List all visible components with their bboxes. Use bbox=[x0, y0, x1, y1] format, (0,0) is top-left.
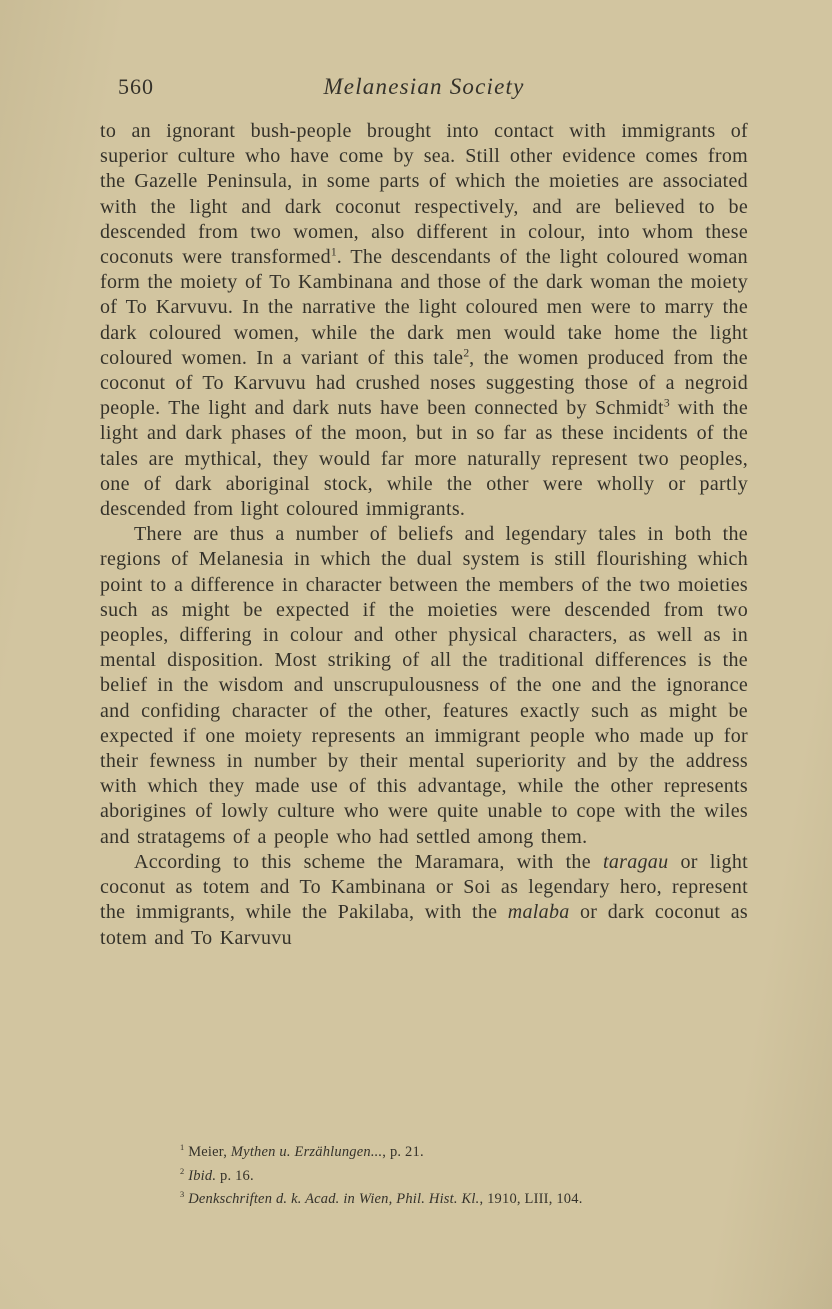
text-segment: or light coconut as totem and To Kambinana or Soi as legendary hero, represent the immigrants, while the Pakilaba, with the bbox=[100, 850, 748, 924]
italic-text-segment: Denkschriften d. k. Acad. in Wien, Phil. Hist. Kl. bbox=[188, 1191, 480, 1207]
body-paragraph-2 bbox=[100, 522, 748, 850]
text-segment: . The descendants of the light coloured woman form the moiety of To Kambinana and those of the dark woman the moiety of To Karvuvu. In the narrative the light coloured men were to marry the dark coloured women, while the dark men would take home the light coloured women. In a variant of this tale bbox=[100, 246, 748, 369]
footnote-1 bbox=[180, 1141, 740, 1165]
italic-text-segment: Mythen u. Erzählungen... bbox=[230, 1144, 383, 1160]
footnote-2 bbox=[180, 1165, 740, 1189]
footnote-text-2 bbox=[188, 1168, 254, 1184]
footnote-reference: 3 bbox=[663, 396, 670, 410]
text-segment: p. 16. bbox=[216, 1167, 254, 1184]
italic-text-segment: malaba bbox=[507, 901, 570, 924]
footnote-3 bbox=[180, 1188, 740, 1212]
text-segment: There are thus a number of beliefs and legendary tales in both the regions of Melanesia in which the dual system is still flourishing which point to a difference in character between the members of the two moieties such as might be expected if the moieties were descended from two peoples, differing in colour and other physical characters, as well as in mental disposition. Most striking of all the traditional differences is the belief in the wisdom and unscrupulousness of the one and the ignorance and confiding character of the other, features exactly such as might be expected if one moiety represents an immigrant people who made up for their fewness in number by their mental superiority and by the address with which they made use of this advantage, while the other represents aborigines of lowly culture who were quite unable to cope with the wiles and stratagems of a people who had settled among them. bbox=[100, 523, 748, 848]
footnote-marker-2: 2 bbox=[180, 1166, 185, 1176]
italic-text-segment: taragau bbox=[602, 850, 669, 873]
footnote-marker-3: 3 bbox=[180, 1190, 185, 1200]
footnote-text-1 bbox=[188, 1144, 424, 1160]
text-segment: or dark coconut as totem and To Karvuvu bbox=[100, 901, 748, 949]
text-segment: , the women produced from the coconut of To Karvuvu had crushed noses suggesting those of a negroid people. The light and dark nuts have been connected by Schmidt bbox=[100, 346, 748, 420]
page-number: 560 bbox=[118, 74, 154, 99]
text-segment: with the light and dark phases of the moon, but in so far as these incidents of the tales are mythical, they would far more naturally represent two peoples, one of dark aboriginal stock, while the other were wholly or partly descended from light coloured immigrants. bbox=[100, 397, 748, 521]
italic-text-segment: Ibid. bbox=[188, 1167, 217, 1184]
text-segment: , p. 21. bbox=[382, 1144, 424, 1160]
body-text bbox=[100, 119, 748, 951]
running-head: Melanesian Society bbox=[323, 74, 525, 99]
footnote-text-3 bbox=[188, 1191, 582, 1207]
text-segment: to an ignorant bush-people brought into contact with immigrants of superior culture who have come by sea. Still other evidence comes from the Gazelle Peninsula, in some parts of which the moieties are associated with the light and dark coconut respectively, and are believed to be descended from two women, also different in colour, into whom these coconuts were transformed bbox=[100, 120, 748, 269]
text-segment: Meier, bbox=[188, 1144, 231, 1160]
body-paragraph-3 bbox=[100, 850, 748, 951]
footnote-reference: 1 bbox=[330, 245, 337, 259]
text-segment: According to this scheme the Maramara, with the bbox=[134, 850, 603, 873]
body-paragraph-1 bbox=[100, 119, 748, 522]
text-segment: , 1910, LIII, 104. bbox=[479, 1191, 583, 1207]
page-header bbox=[100, 74, 748, 106]
footnote-reference: 2 bbox=[463, 346, 470, 360]
footnotes bbox=[180, 1141, 740, 1212]
footnote-marker-1: 1 bbox=[180, 1143, 185, 1153]
